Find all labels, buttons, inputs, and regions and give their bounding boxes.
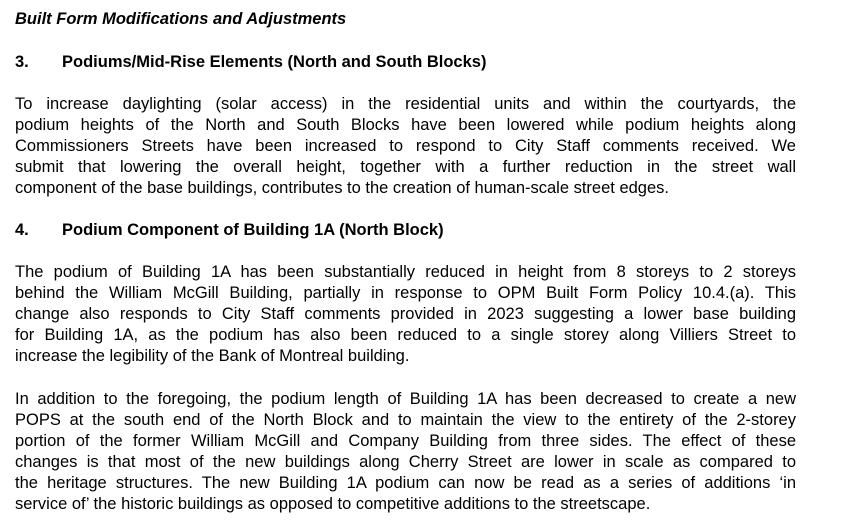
paragraph-line: In addition to the foregoing, the podium length of Building 1A has been decreased to create a new (15, 390, 796, 408)
paragraph-line: Commissioners Streets have been increased to respond to City Staff comments received. We (15, 137, 796, 155)
paragraph-line: component of the base buildings, contributes to the creation of human-scale street edges. (15, 179, 669, 197)
paragraph-line: service of’ the historic buildings as opposed to competitive additions to the streetscape. (15, 495, 651, 513)
item-3-heading-text: Podiums/Mid-Rise Elements (North and South Blocks) (62, 53, 487, 71)
item-4-heading (15, 220, 444, 241)
item-3-number: 3. (15, 53, 29, 71)
paragraph-line: submit that lowering the overall height, together with a further reduction in the street wall (15, 158, 796, 176)
paragraph-line: The podium of Building 1A has been substantially reduced in height from 8 storeys to 2 storeys (15, 263, 796, 281)
item-4-heading-text: Podium Component of Building 1A (North Block) (62, 221, 444, 239)
paragraph-line: changes is that most of the new buildings along Cherry Street are lower in scale as compared to (15, 453, 796, 471)
paragraph-line: for Building 1A, as the podium has also been reduced to a single storey along Villiers Street to (15, 326, 796, 344)
paragraph-line: change also responds to City Staff comments provided in 2023 suggesting a lower base building (15, 305, 796, 323)
paragraph-line: portion of the former William McGill and Company Building from three sides. The effect of these (15, 432, 796, 450)
item-3-heading (15, 52, 486, 73)
item-4-paragraph-1 (15, 262, 796, 367)
item-3-paragraph-1 (15, 94, 796, 199)
paragraph-line: increase the legibility of the Bank of Montreal building. (15, 347, 410, 365)
paragraph-line: podium heights of the North and South Blocks have been lowered while podium heights along (15, 116, 796, 134)
item-4-number: 4. (15, 221, 29, 239)
item-4-paragraph-2 (15, 389, 796, 515)
paragraph-line: behind the William McGill Building, partially in response to OPM Built Form Policy 10.4.(a). This (15, 284, 796, 302)
section-title: Built Form Modifications and Adjustments (15, 10, 347, 28)
paragraph-line: the heritage structures. The new Building 1A podium can now be read as a series of additions ‘in (15, 474, 796, 492)
paragraph-line: To increase daylighting (solar access) in the residential units and within the courtyards, the (15, 95, 796, 113)
paragraph-line: POPS at the south end of the North Block and to maintain the view to the entirety of the 2-storey (15, 411, 796, 429)
